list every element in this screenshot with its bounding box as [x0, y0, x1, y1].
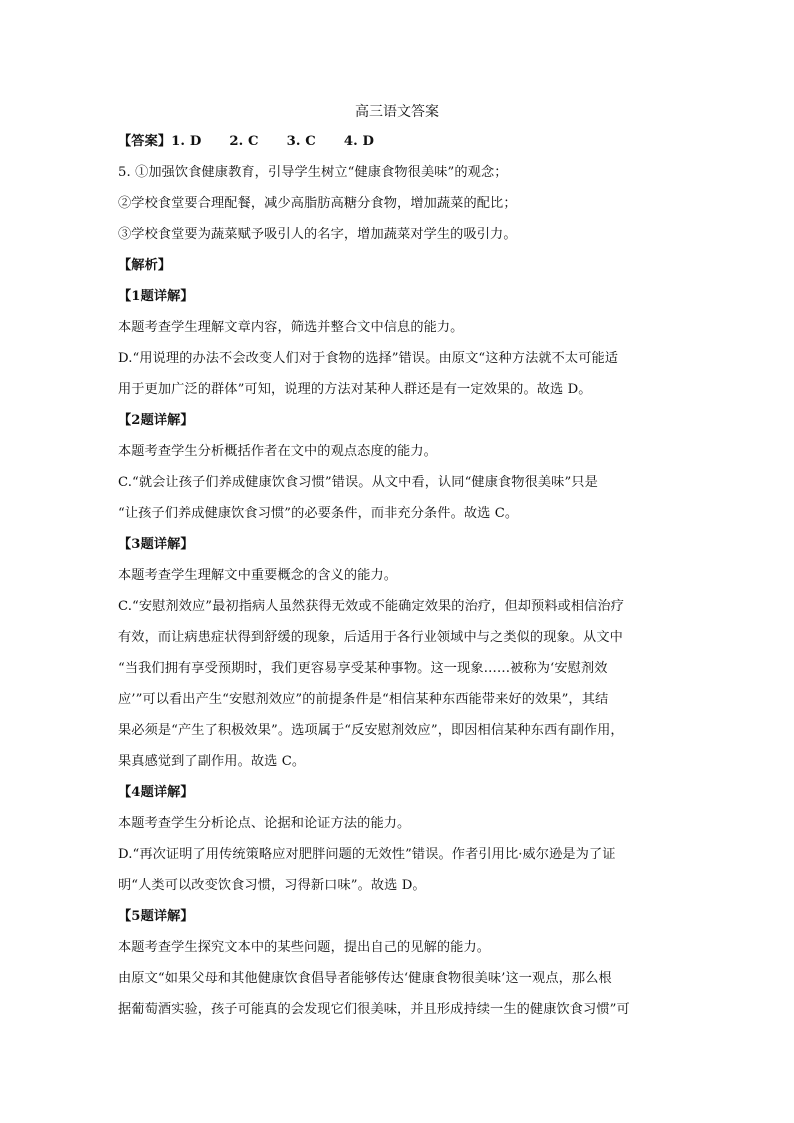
answer-1: 1. D	[171, 134, 202, 149]
section-line: “当我们拥有享受预期时，我们更容易享受某种事物。这一现象……被称为‘安慰剂效	[118, 661, 608, 676]
section-line: 本题考查学生分析论点、论据和论证方法的能力。	[118, 816, 411, 831]
section-heading: 【3题详解】	[118, 537, 194, 552]
document-body	[118, 101, 676, 1025]
q5-answer-line-3: ③学校食堂要为蔬菜赋予吸引人的名字，增加蔬菜对学生的吸引力。	[118, 227, 517, 242]
section-line: 本题考查学生理解文章内容，筛选并整合文中信息的能力。	[118, 320, 464, 335]
section-line: 应’”可以看出产生“安慰剂效应”的前提条件是“相信某种东西能带来好的效果”，其结	[118, 692, 609, 707]
section-line: D.“再次证明了用传统策略应对肥胖问题的无效性”错误。作者引用比·威尔逊是为了证	[118, 847, 616, 862]
section-line: 本题考查学生探究文本中的某些问题，提出自己的见解的能力。	[118, 940, 491, 955]
section-heading: 【4题详解】	[118, 785, 194, 800]
section-heading: 【5题详解】	[118, 909, 194, 924]
q5-answer-line-2: ②学校食堂要合理配餐，减少高脂肪高糖分食物，增加蔬菜的配比；	[118, 196, 517, 211]
answer-3: 3. C	[286, 134, 316, 149]
answers-label: 【答案】	[118, 134, 172, 149]
answers-line	[118, 126, 676, 157]
analysis-label: 【解析】	[118, 258, 172, 273]
section-line: 本题考查学生分析概括作者在文中的观点态度的能力。	[118, 444, 437, 459]
section-heading: 【1题详解】	[118, 289, 194, 304]
section-line: 据葡萄酒实验，孩子可能真的会发现它们很美味，并且形成持续一生的健康饮食习惯”可	[118, 1002, 630, 1017]
page-title: 高三语文答案	[355, 104, 439, 120]
section-heading: 【2题详解】	[118, 413, 194, 428]
section-line: 由原文“如果父母和其他健康饮食倡导者能够传达‘健康食物很美味’这一观点，那么根	[118, 971, 612, 986]
q5-answer-line-1: 5. ①加强饮食健康教育，引导学生树立“健康食物很美味”的观念；	[118, 165, 508, 180]
section-line: 用于更加广泛的群体”可知，说理的方法对某种人群还是有一定效果的。故选 D。	[118, 382, 592, 397]
section-line: 明“人类可以改变饮食习惯，习得新口味”。故选 D。	[118, 878, 426, 893]
section-line: “让孩子们养成健康饮食习惯”的必要条件，而非充分条件。故选 C。	[118, 506, 519, 521]
section-line: C.“安慰剂效应”最初指病人虽然获得无效或不能确定效果的治疗，但却预料或相信治疗	[118, 599, 625, 614]
section-line: D.“用说理的办法不会改变人们对于食物的选择”错误。由原文“这种方法就不太可能适	[118, 351, 619, 366]
section-line: 有效，而让病患症状得到舒缓的现象，后适用于各行业领域中与之类似的现象。从文中	[118, 630, 623, 645]
answer-2: 2. C	[229, 134, 259, 149]
answer-4: 4. D	[343, 134, 375, 149]
section-line: C.“就会让孩子们养成健康饮食习惯”错误。从文中看，认同“健康食物很美味”只是	[118, 475, 598, 490]
section-line: 果必须是“产生了积极效果”。选项属于“反安慰剂效应”，即因相信某种东西有副作用，	[118, 723, 624, 738]
section-line: 果真感觉到了副作用。故选 C。	[118, 754, 306, 769]
section-line: 本题考查学生理解文中重要概念的含义的能力。	[118, 568, 398, 583]
